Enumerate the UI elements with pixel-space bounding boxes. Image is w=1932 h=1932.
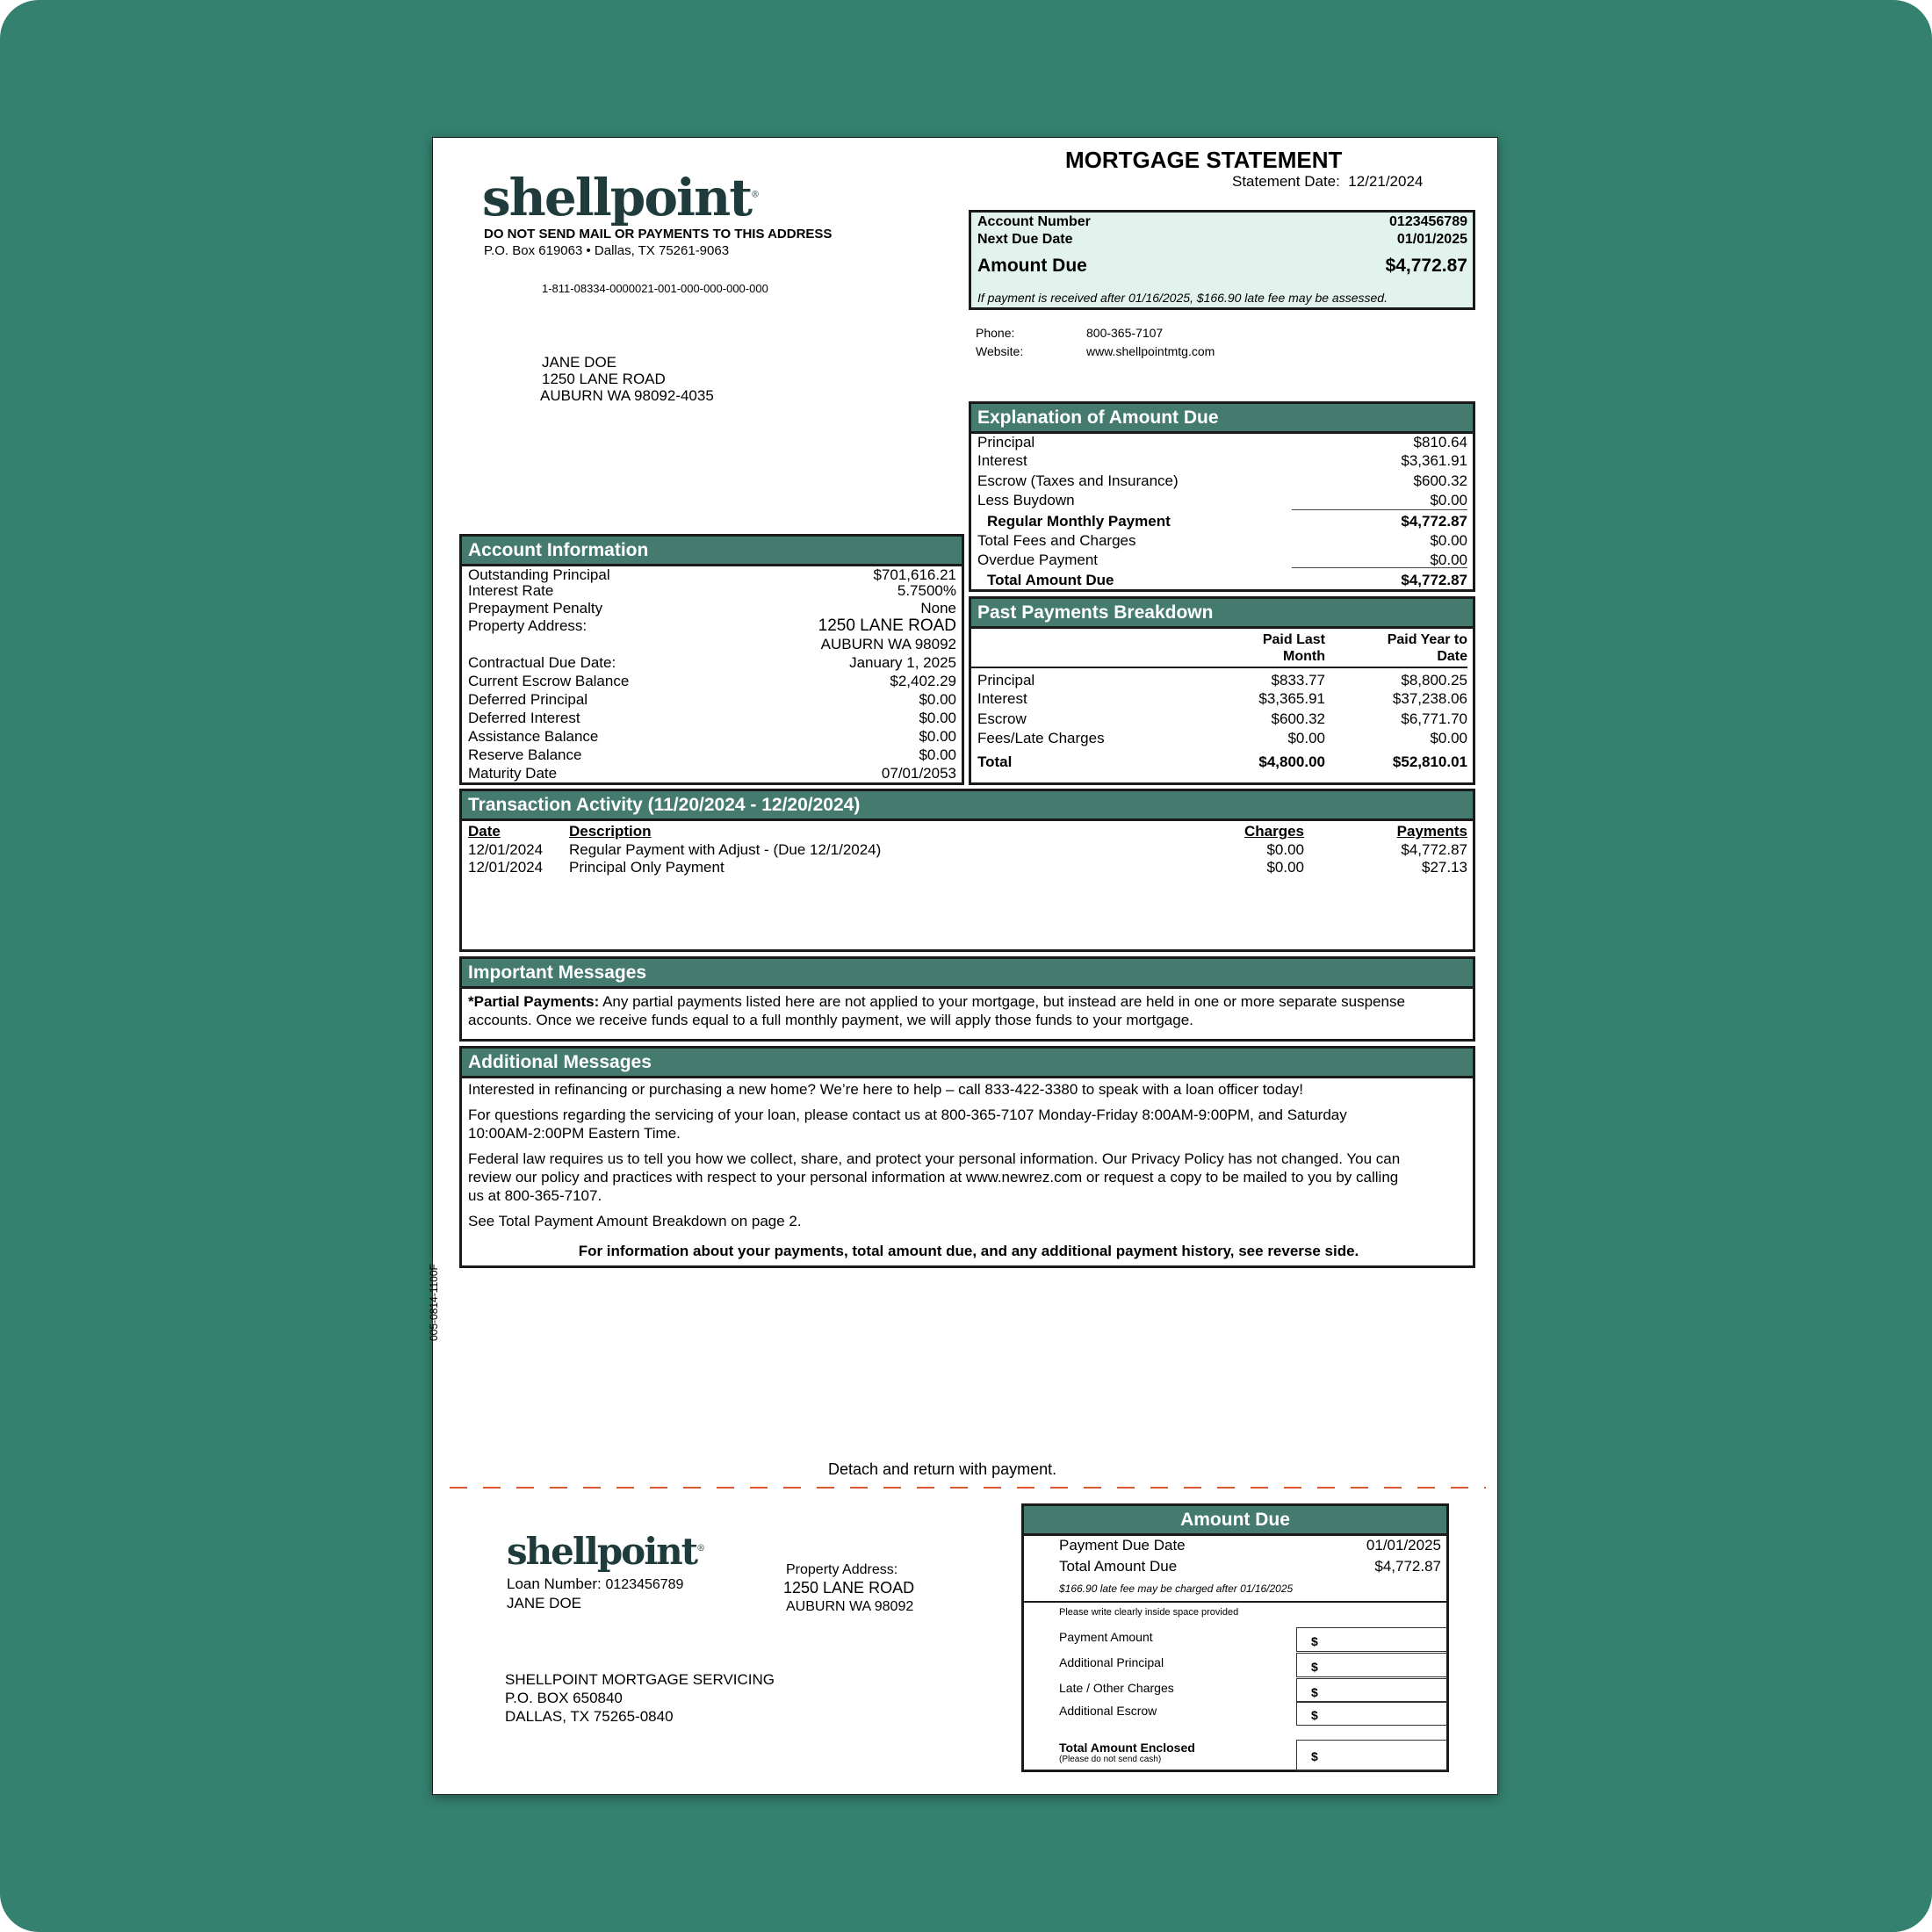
account-info-row: Maturity Date 07/01/2053: [468, 765, 956, 782]
account-info-box: [459, 534, 964, 785]
account-info-row: AUBURN WA 98092: [820, 636, 956, 652]
summary-box: Account Number 0123456789 Next Due Date 01/01/2025 Amount Due $4,772.87 If payment is received after 01/16/2025, $166.90 late fee may be assessed.: [969, 210, 1475, 310]
page-title: MORTGAGE STATEMENT: [1065, 147, 1343, 173]
account-info-row: Interest Rate 5.7500%: [468, 582, 956, 599]
explanation-row: Regular Monthly Payment $4,772.87: [987, 513, 1467, 530]
account-info-row: Assistance Balance $0.00: [468, 728, 956, 745]
coupon-field-label: Late / Other Charges: [1059, 1681, 1174, 1695]
coupon-amount-box: Amount Due Payment Due Date 01/01/2025 Total Amount Due $4,772.87 $166.90 late fee may be charged after 01/16/2025 Please write clearly inside space provided Payment Amount $ Additional Principal $ Late / Other Charges $ Additional Escrow $ Total Amount Enclosed (Please do not send cash) $: [1021, 1503, 1449, 1772]
transaction-row: 12/01/2024 Regular Payment with Adjust - (Due 12/1/2024) $0.00 $4,772.87: [468, 841, 1467, 858]
statement-page: [428, 137, 1498, 1795]
past-payment-row: Interest $3,365.91 $37,238.06: [977, 690, 1467, 707]
coupon-field-input[interactable]: $: [1296, 1701, 1447, 1726]
important-messages-box: Important Messages *Partial Payments: Any partial payments listed here are not applied to your mortgage, but instead are held in one or more separate suspense accounts. Once we receive funds equal to a full monthly payment, we will apply those funds to your mortgage.: [459, 956, 1475, 1042]
transaction-row: 12/01/2024 Principal Only Payment $0.00 $27.13: [468, 859, 1467, 876]
statement-date: Statement Date: 12/21/2024: [1232, 173, 1424, 190]
transaction-box: [459, 789, 1475, 952]
important-title: Important Messages: [462, 959, 1473, 989]
account-info-row: Deferred Principal $0.00: [468, 691, 956, 708]
account-info-row: Deferred Interest $0.00: [468, 710, 956, 726]
col-description: Description: [569, 823, 652, 840]
coupon-logo: shellpoint®: [507, 1530, 706, 1573]
col-date: Date: [468, 823, 501, 840]
coupon-amount-title: Amount Due: [1024, 1506, 1446, 1536]
past-payment-row: Total $4,800.00 $52,810.01: [977, 753, 1467, 770]
explanation-row: Overdue Payment $0.00: [977, 551, 1467, 568]
side-code: 005-0814-1100F: [428, 1264, 440, 1341]
coupon-field-input[interactable]: $: [1296, 1678, 1447, 1703]
explanation-row: Interest $3,361.91: [977, 452, 1467, 469]
additional-title: Additional Messages: [462, 1049, 1473, 1078]
account-info-row: Outstanding Principal $701,616.21: [468, 566, 956, 583]
barcode-line: 1-811-08334-0000021-001-000-000-000-000: [542, 282, 768, 295]
contact-info: Phone: 800-365-7107 Website: www.shellpointmtg.com: [976, 326, 1215, 358]
col-charges: Charges: [1244, 823, 1304, 840]
coupon-field-input[interactable]: $: [1296, 1653, 1447, 1677]
past-payment-row: Principal $833.77 $8,800.25: [977, 672, 1467, 688]
total-enclosed-field[interactable]: $: [1296, 1740, 1447, 1771]
coupon-property: Property Address: 1250 LANE ROAD AUBURN WA 98092: [783, 1562, 915, 1614]
explanation-row: Less Buydown $0.00: [977, 492, 1467, 508]
coupon-field-label: Additional Escrow: [1059, 1704, 1157, 1718]
explanation-row: Escrow (Taxes and Insurance) $600.32: [977, 472, 1467, 489]
account-info-row: Prepayment Penalty None: [468, 600, 956, 616]
past-payment-row: Fees/Late Charges $0.00 $0.00: [977, 730, 1467, 746]
explanation-row: Total Amount Due $4,772.87: [987, 572, 1467, 588]
account-info-row: Reserve Balance $0.00: [468, 746, 956, 763]
po-box: P.O. Box 619063 • Dallas, TX 75261-9063: [484, 243, 730, 258]
transaction-title: Transaction Activity (11/20/2024 - 12/20/2024): [462, 791, 1473, 821]
coupon-loan-info: Loan Number: 0123456789 JANE DOE: [507, 1575, 684, 1611]
coupon-field-input[interactable]: $: [1296, 1627, 1447, 1652]
past-payments-box: Past Payments Breakdown Paid Last Month Paid Year to Date Principal $833.77 $8,800.25 Interest $3,365.91 $37,238.06 Escrow $600.32 $6,771.70 Fees/Late Charges $0.00 $0.00 Total $4,800.00 $52,810.01: [969, 596, 1475, 785]
coupon-field-label: Additional Principal: [1059, 1655, 1164, 1669]
additional-messages-box: Additional Messages Interested in refinancing or purchasing a new home? We’re here to help – call 833-422-3380 to speak with a loan officer today! For questions regarding the servicing of your loan, please contact us at 800-365-7107 Monday-Friday 8:00AM-9:00PM, and Saturday 10:00AM-2:00PM Eastern Time. Federal law requires us to tell you how we collect, share, and protect your personal information. Our Privacy Policy has not changed. You can review our policy and practices with respect to your personal information at www.newrez.com or request a copy to be mailed to you by calling us at 800-365-7107. See Total Payment Amount Breakdown on page 2. For information about your payments, total amount due, and any additional payment history, see reverse side.: [459, 1046, 1475, 1268]
recipient-address: JANE DOE 1250 LANE ROAD AUBURN WA 98092-4035: [540, 354, 714, 404]
col-payments: Payments: [1396, 823, 1467, 840]
explanation-title: Explanation of Amount Due: [971, 404, 1473, 434]
explanation-row: Total Fees and Charges $0.00: [977, 532, 1467, 549]
past-payments-title: Past Payments Breakdown: [971, 599, 1473, 629]
explanation-box: [969, 401, 1475, 592]
detach-note: Detach and return with payment.: [828, 1460, 1057, 1478]
coupon-field-label: Payment Amount: [1059, 1630, 1153, 1644]
account-info-row: Contractual Due Date: January 1, 2025: [468, 654, 956, 671]
servicer-address: SHELLPOINT MORTGAGE SERVICING P.O. BOX 650840 DALLAS, TX 75265-0840: [505, 1671, 775, 1725]
no-mail-notice: DO NOT SEND MAIL OR PAYMENTS TO THIS ADDRESS: [484, 227, 833, 242]
account-info-row: Current Escrow Balance $2,402.29: [468, 673, 956, 689]
shellpoint-logo: shellpoint®: [482, 168, 761, 227]
account-info-row: Property Address: 1250 LANE ROAD: [468, 616, 956, 635]
past-payment-row: Escrow $600.32 $6,771.70: [977, 710, 1467, 727]
account-info-title: Account Information: [462, 537, 962, 566]
detach-line: [450, 1487, 1486, 1489]
explanation-row: Principal $810.64: [977, 434, 1467, 451]
